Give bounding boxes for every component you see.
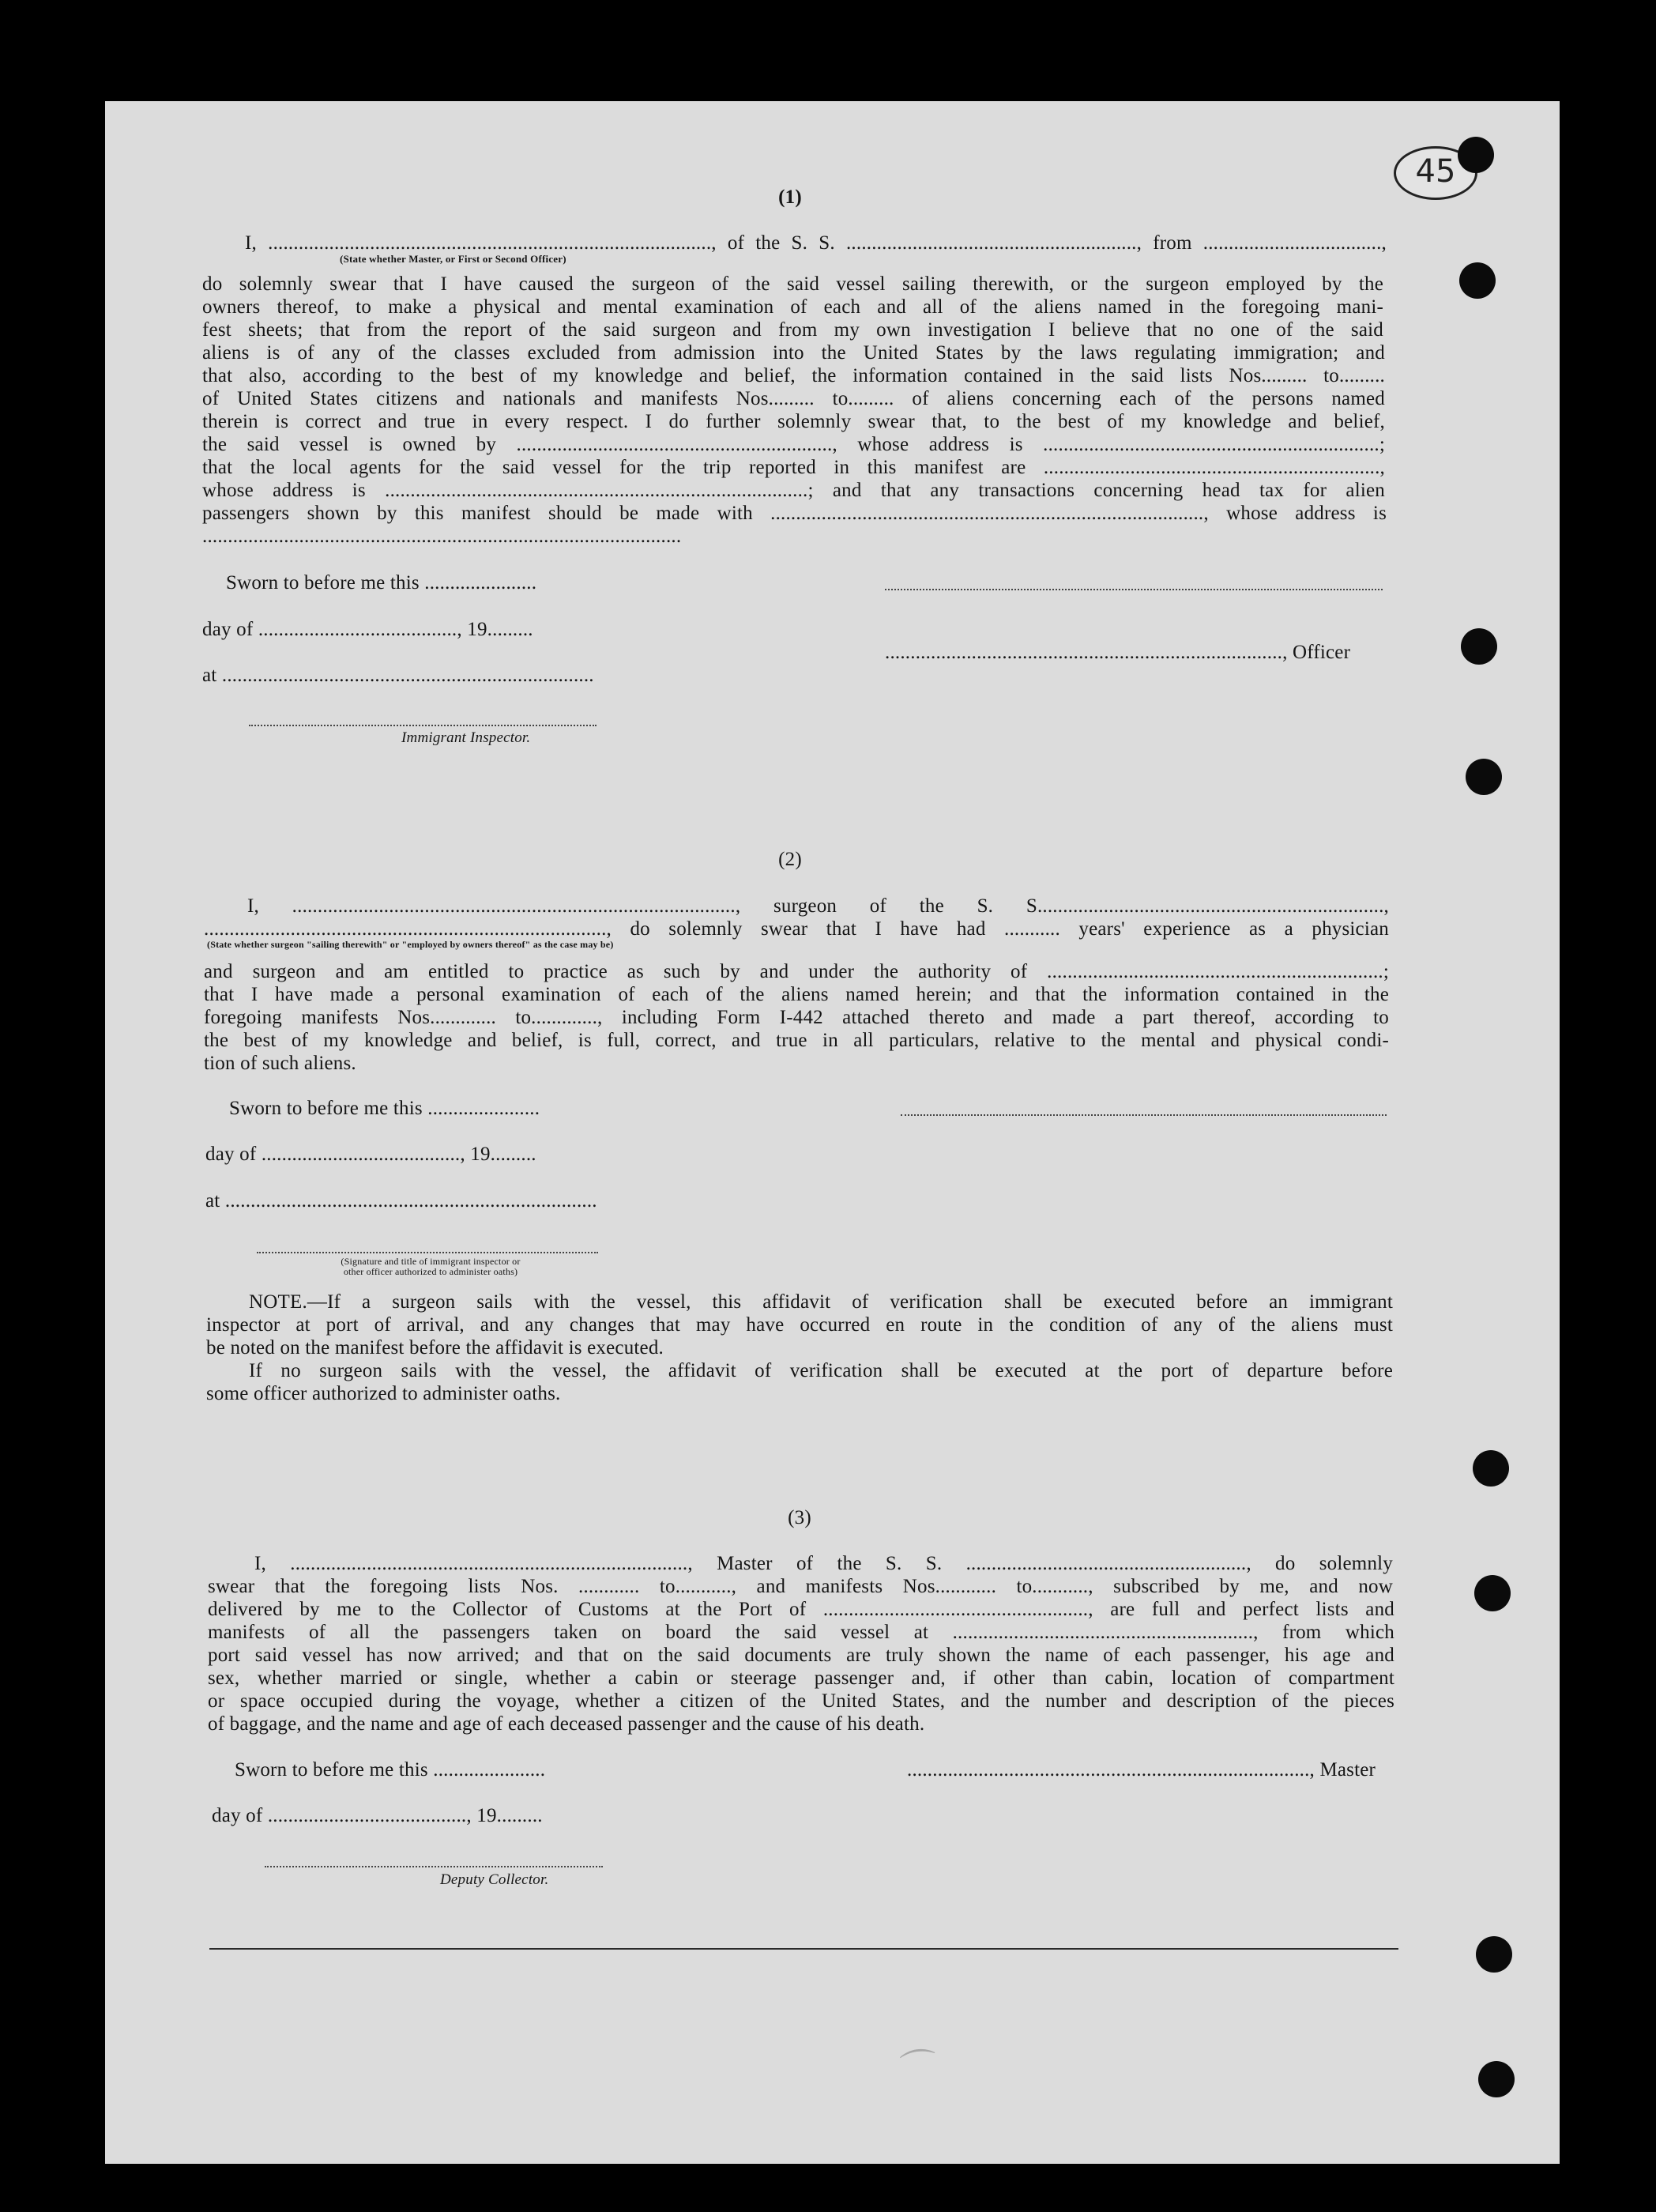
section-1-line: the said vessel is owned by .............................................................., whose address is ..................................................................; [202,434,1385,455]
section-3-line: I, .............................................................................., Master of the S. S. ......................................................., do solemnly [254,1553,1393,1574]
day-line: day of ......................................., 19......... [202,619,533,640]
surgeon-note: (State whether surgeon "sailing therewith" or "employed by owners thereof" as the case may be) [207,939,614,950]
punch-hole [1461,628,1497,665]
note-line: NOTE.—If a surgeon sails with the vessel, this affidavit of verification shall be executed before an immigrant [249,1291,1393,1313]
section-3-line: swear that the foregoing lists Nos. ............ to..........., and manifests Nos............ to..........., subscribed by me, and now [208,1576,1393,1597]
at-line: at ......................................................................... [205,1190,597,1212]
section-2-line: the best of my knowledge and belief, is full, correct, and true in all particulars, relative to the mental and physical condi- [204,1030,1389,1051]
section-1-line: whose address is ...................................................................................; and that any transactions concerning head tax for alien [202,480,1385,501]
officer-line: .............................................................................., Officer [885,642,1351,663]
section-3-line: port said vessel has now arrived; and that on the said documents are truly shown the name of each passenger, his age and [208,1645,1394,1666]
section-3-line: or space occupied during the voyage, whether a citizen of the United States, and the number and description of the pieces [208,1690,1394,1712]
day-line: day of ......................................., 19......... [205,1144,536,1165]
inspector-signature-line [257,1252,598,1253]
punch-hole [1476,1936,1512,1973]
note-line: inspector at port of arrival, and any changes that may have occurred en route in the condition of any of the aliens must [206,1314,1393,1336]
collector-signature-line [265,1866,603,1867]
sworn-line: Sworn to before me this ...................... [229,1098,540,1119]
punch-hole [1474,1575,1511,1611]
bottom-rule [209,1948,1398,1950]
section-1-line: of United States citizens and nationals and manifests Nos......... to......... of aliens concerning each of the persons named [202,388,1385,409]
note-line: If no surgeon sails with the vessel, the affidavit of verification shall be executed at the port of departure before [249,1360,1393,1381]
section-1-line: therein is correct and true in every respect. I do further solemnly swear that, to the best of my knowledge and belief, [202,411,1385,432]
punch-hole [1478,2061,1515,2097]
inspector-signature-line [249,725,597,726]
section-2-line: I, ......................................................................................., surgeon of the S. S...................................................................., [247,895,1389,917]
sworn-line: Sworn to before me this ...................... [235,1759,546,1781]
section-2-line: that I have made a personal examination of each of the aliens named herein; and that the information contained in the [204,984,1389,1005]
punch-hole [1459,262,1496,299]
section-1-line: owners thereof, to make a physical and mental examination of each and all of the aliens named in the foregoing mani- [202,296,1383,318]
section-3-line: delivered by me to the Collector of Customs at the Port of ...................................................., are full and perfect lists and [208,1599,1394,1620]
section-2-line: foregoing manifests Nos............. to............., including Form I-442 attached thereto and made a part thereof, according to [204,1007,1389,1028]
page-number-stamp: 45 [1394,146,1477,200]
section-2-line: tion of such aliens. [204,1053,356,1074]
punch-hole [1473,1450,1509,1487]
inspector-label: Immigrant Inspector. [401,729,531,746]
signature-note: (Signature and title of immigrant inspector or [341,1256,521,1267]
signature-note: other officer authorized to administer oaths) [343,1266,518,1277]
section-1-line: aliens is of any of the classes excluded from admission into the United States by the laws regulating immigration; and [202,342,1385,364]
pencil-mark: ⌒ [898,2044,940,2091]
section-1-line: I, ......................................................................................., of the S. S. ........................................................., from ..................................., [245,232,1387,254]
punch-hole [1466,759,1502,795]
section-3-number: (3) [788,1507,811,1528]
signature-line [901,1114,1387,1116]
punch-hole [1458,137,1494,173]
section-2-number: (2) [778,849,802,870]
section-1-line: .............................................................................................. [202,526,682,547]
master-line: ..............................................................................., Master [907,1759,1376,1781]
note-line: some officer authorized to administer oaths. [206,1383,561,1404]
at-line: at ......................................................................... [202,665,594,686]
day-line: day of ......................................., 19......... [212,1805,543,1826]
section-1-line: passengers shown by this manifest should be made with ....................................................................................., whose address is [202,503,1387,524]
signature-line [885,589,1383,590]
section-3-line: manifests of all the passengers taken on board the said vessel at ..........................................................., from which [208,1622,1394,1643]
section-1-line: that also, according to the best of my knowledge and belief, the information contained in the said lists Nos......... to......... [202,365,1385,386]
section-1-number: (1) [778,187,802,208]
note-line: be noted on the manifest before the affidavit is executed. [206,1337,664,1358]
master-note: (State whether Master, or First or Second Officer) [340,253,566,265]
section-2-line: and surgeon and am entitled to practice as such by and under the authority of ..................................................................; [204,961,1389,982]
sworn-line: Sworn to before me this ...................... [226,572,537,594]
section-1-line: that the local agents for the said vessel for the trip reported in this manifest are .................................................................., [202,457,1385,478]
section-3-line: sex, whether married or single, whether a cabin or steerage passenger and, if other than cabin, location of compartment [208,1667,1394,1689]
collector-label: Deputy Collector. [440,1871,549,1888]
section-1-line: fest sheets; that from the report of the said surgeon and from my own investigation I believe that no one of the said [202,319,1383,341]
section-1-line: do solemnly swear that I have caused the surgeon of the said vessel sailing therewith, or the surgeon employed by the [202,273,1383,295]
section-2-line: ..............................................................................., do solemnly swear that I have had ........... years' experience as a physician [204,918,1389,940]
section-3-line: of baggage, and the name and age of each deceased passenger and the cause of his death. [208,1713,925,1735]
